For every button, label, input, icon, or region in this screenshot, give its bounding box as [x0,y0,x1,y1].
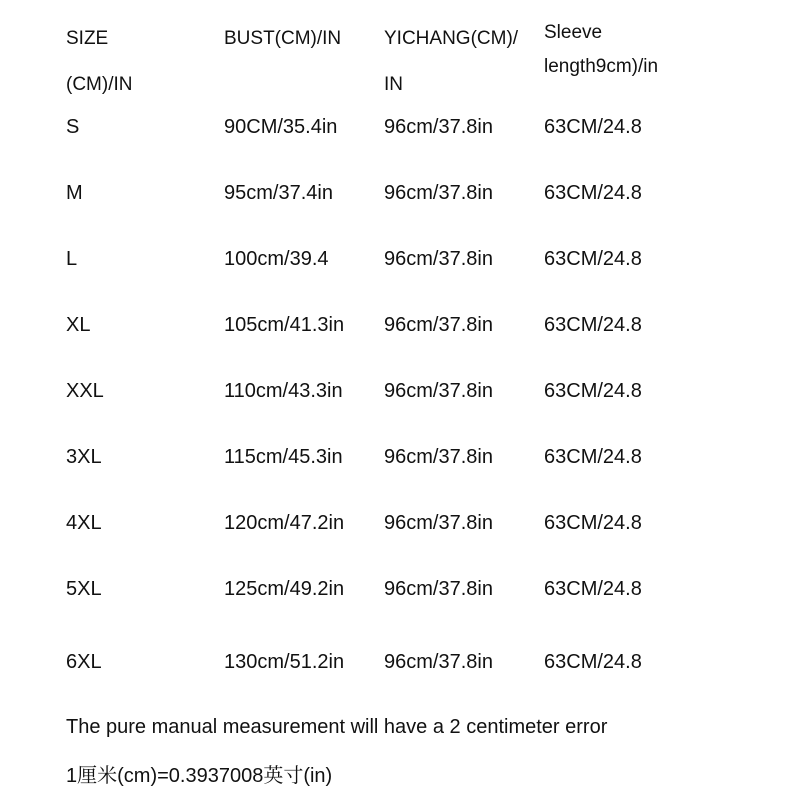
header-bust [224,16,341,62]
header-sleeve-line2: length9cm)/in [544,56,659,77]
yichang-cell: 96cm/37.8in [384,651,493,673]
bust-cell: 95cm/37.4in [224,182,333,204]
yichang-cell: 96cm/37.8in [384,248,493,270]
size-cell: L [66,248,78,270]
yichang-cell: 96cm/37.8in [384,314,493,336]
sleeve-cell: 63CM/24.8 [544,116,642,138]
bust-cell: 100cm/39.4 [224,248,329,270]
header-yichang-line1: YICHANG(CM)/ [384,28,519,49]
bust-cell: 110cm/43.3in [224,380,343,402]
yichang-cell: 96cm/37.8in [384,578,493,600]
sleeve-cell: 63CM/24.8 [544,314,642,336]
sleeve-cell: 63CM/24.8 [544,512,642,534]
yichang-cell: 96cm/37.8in [384,182,493,204]
table-row [0,310,800,340]
size-cell: S [66,116,80,138]
table-row [0,376,800,406]
sleeve-cell: 63CM/24.8 [544,651,642,673]
table-row [0,112,800,142]
bust-cell: 90CM/35.4in [224,116,338,138]
table-row [0,442,800,472]
bust-cell: 115cm/45.3in [224,446,343,468]
sleeve-cell: 63CM/24.8 [544,182,642,204]
size-cell: XL [66,314,91,336]
header-size-line1: SIZE [66,28,109,49]
size-cell: XXL [66,380,104,402]
sleeve-cell: 63CM/24.8 [544,446,642,468]
size-cell: M [66,182,83,204]
size-cell: 5XL [66,578,102,600]
table-row [0,574,800,604]
header-sleeve-line1: Sleeve [544,22,603,43]
unit-conversion-note: 1厘米(cm)=0.3937008英寸(in) [66,765,333,787]
size-cell: 6XL [66,651,102,673]
header-bust-line1: BUST(CM)/IN [224,28,342,49]
header-yichang [384,16,518,108]
table-row [0,244,800,274]
header-yichang-line2: IN [384,74,403,95]
table-row [0,508,800,538]
table-row [0,178,800,208]
header-size-line2: (CM)/IN [66,74,133,95]
bust-cell: 105cm/41.3in [224,314,345,336]
header-size [66,16,132,108]
sleeve-cell: 63CM/24.8 [544,578,642,600]
table-row [0,647,800,677]
size-cell: 3XL [66,446,102,468]
bust-cell: 120cm/47.2in [224,512,345,534]
measurement-error-note: The pure manual measurement will have a 2 centimeter error [66,716,608,738]
header-sleeve [544,16,658,84]
yichang-cell: 96cm/37.8in [384,380,493,402]
table-header [0,0,800,110]
yichang-cell: 96cm/37.8in [384,512,493,534]
bust-cell: 125cm/49.2in [224,578,345,600]
sleeve-cell: 63CM/24.8 [544,248,642,270]
yichang-cell: 96cm/37.8in [384,446,493,468]
size-cell: 4XL [66,512,102,534]
bust-cell: 130cm/51.2in [224,651,345,673]
sleeve-cell: 63CM/24.8 [544,380,642,402]
yichang-cell: 96cm/37.8in [384,116,493,138]
